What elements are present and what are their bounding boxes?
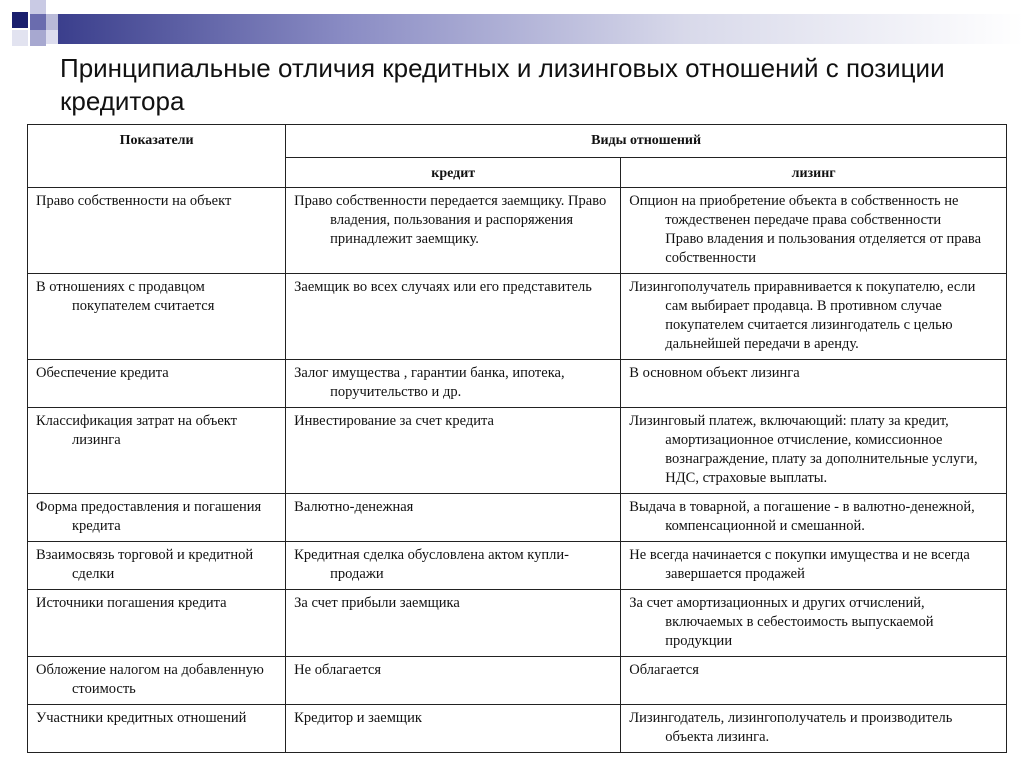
table-row (28, 657, 1007, 705)
credit-cell: Инвестирование за счет кредита (286, 408, 621, 494)
credit-cell: Кредитор и заемщик (286, 705, 621, 753)
credit-cell: За счет прибыли заемщика (286, 590, 621, 657)
decor-square (46, 30, 58, 44)
credit-cell: Право собственности передается заемщику. Право владения, пользования и распоряжения принадлежит заемщику. (286, 188, 621, 274)
table-row (28, 705, 1007, 753)
indicator-cell: Источники погашения кредита (28, 590, 286, 657)
table-row (28, 590, 1007, 657)
table-row (28, 274, 1007, 360)
leasing-cell: Лизингодатель, лизингополучатель и производитель объекта лизинга. (621, 705, 1007, 753)
credit-cell: Не облагается (286, 657, 621, 705)
table-row (28, 494, 1007, 542)
decor-square (30, 0, 46, 14)
indicator-cell: В отношениях с продавцом покупателем считается (28, 274, 286, 360)
credit-cell: Залог имущества , гарантии банка, ипотека, поручительство и др. (286, 360, 621, 408)
indicator-cell: Обложение налогом на добавленную стоимость (28, 657, 286, 705)
indicator-cell: Взаимосвязь торговой и кредитной сделки (28, 542, 286, 590)
header-relation-types: Виды отношений (286, 125, 1007, 158)
credit-cell: Кредитная сделка обусловлена актом купли-продажи (286, 542, 621, 590)
comparison-table (27, 124, 1007, 753)
indicator-cell: Классификация затрат на объект лизинга (28, 408, 286, 494)
table-row (28, 408, 1007, 494)
leasing-cell: Лизингополучатель приравнивается к покупателю, если сам выбирает продавца. В противном случае покупателем считается лизингодатель с целью дальнейшей передачи в аренду. (621, 274, 1007, 360)
header-credit: кредит (286, 158, 621, 188)
header-indicators: Показатели (28, 125, 286, 188)
decor-square (46, 14, 58, 30)
header-band (56, 14, 1024, 44)
header-leasing: лизинг (621, 158, 1007, 188)
leasing-cell: Выдача в товарной, а погашение - в валютно-денежной, компенсационной и смешанной. (621, 494, 1007, 542)
table-row (28, 188, 1007, 274)
indicator-cell: Форма предоставления и погашения кредита (28, 494, 286, 542)
credit-cell: Валютно-денежная (286, 494, 621, 542)
decor-square (12, 12, 28, 28)
leasing-cell: Не всегда начинается с покупки имущества и не всегда завершается продажей (621, 542, 1007, 590)
indicator-cell: Право собственности на объект (28, 188, 286, 274)
leasing-cell: Опцион на приобретение объекта в собственность не тождественен передаче права собственности Право владения и пользования отделяется от права собственности (621, 188, 1007, 274)
credit-cell: Заемщик во всех случаях или его представитель (286, 274, 621, 360)
indicator-cell: Обеспечение кредита (28, 360, 286, 408)
decor-square (30, 14, 46, 30)
table-row (28, 542, 1007, 590)
leasing-cell: За счет амортизационных и других отчислений, включаемых в себестоимость выпускаемой продукции (621, 590, 1007, 657)
slide-title: Принципиальные отличия кредитных и лизинговых отношений с позиции кредитора (60, 53, 945, 116)
leasing-cell: Лизинговый платеж, включающий: плату за кредит, амортизационное отчисление, комиссионное вознаграждение, плату за дополнительные услуги, НДС, страховые выплаты. (621, 408, 1007, 494)
decor-square (30, 30, 46, 46)
leasing-cell: В основном объект лизинга (621, 360, 1007, 408)
decor-square (12, 30, 28, 46)
indicator-cell: Участники кредитных отношений (28, 705, 286, 753)
leasing-cell: Облагается (621, 657, 1007, 705)
table-row (28, 360, 1007, 408)
